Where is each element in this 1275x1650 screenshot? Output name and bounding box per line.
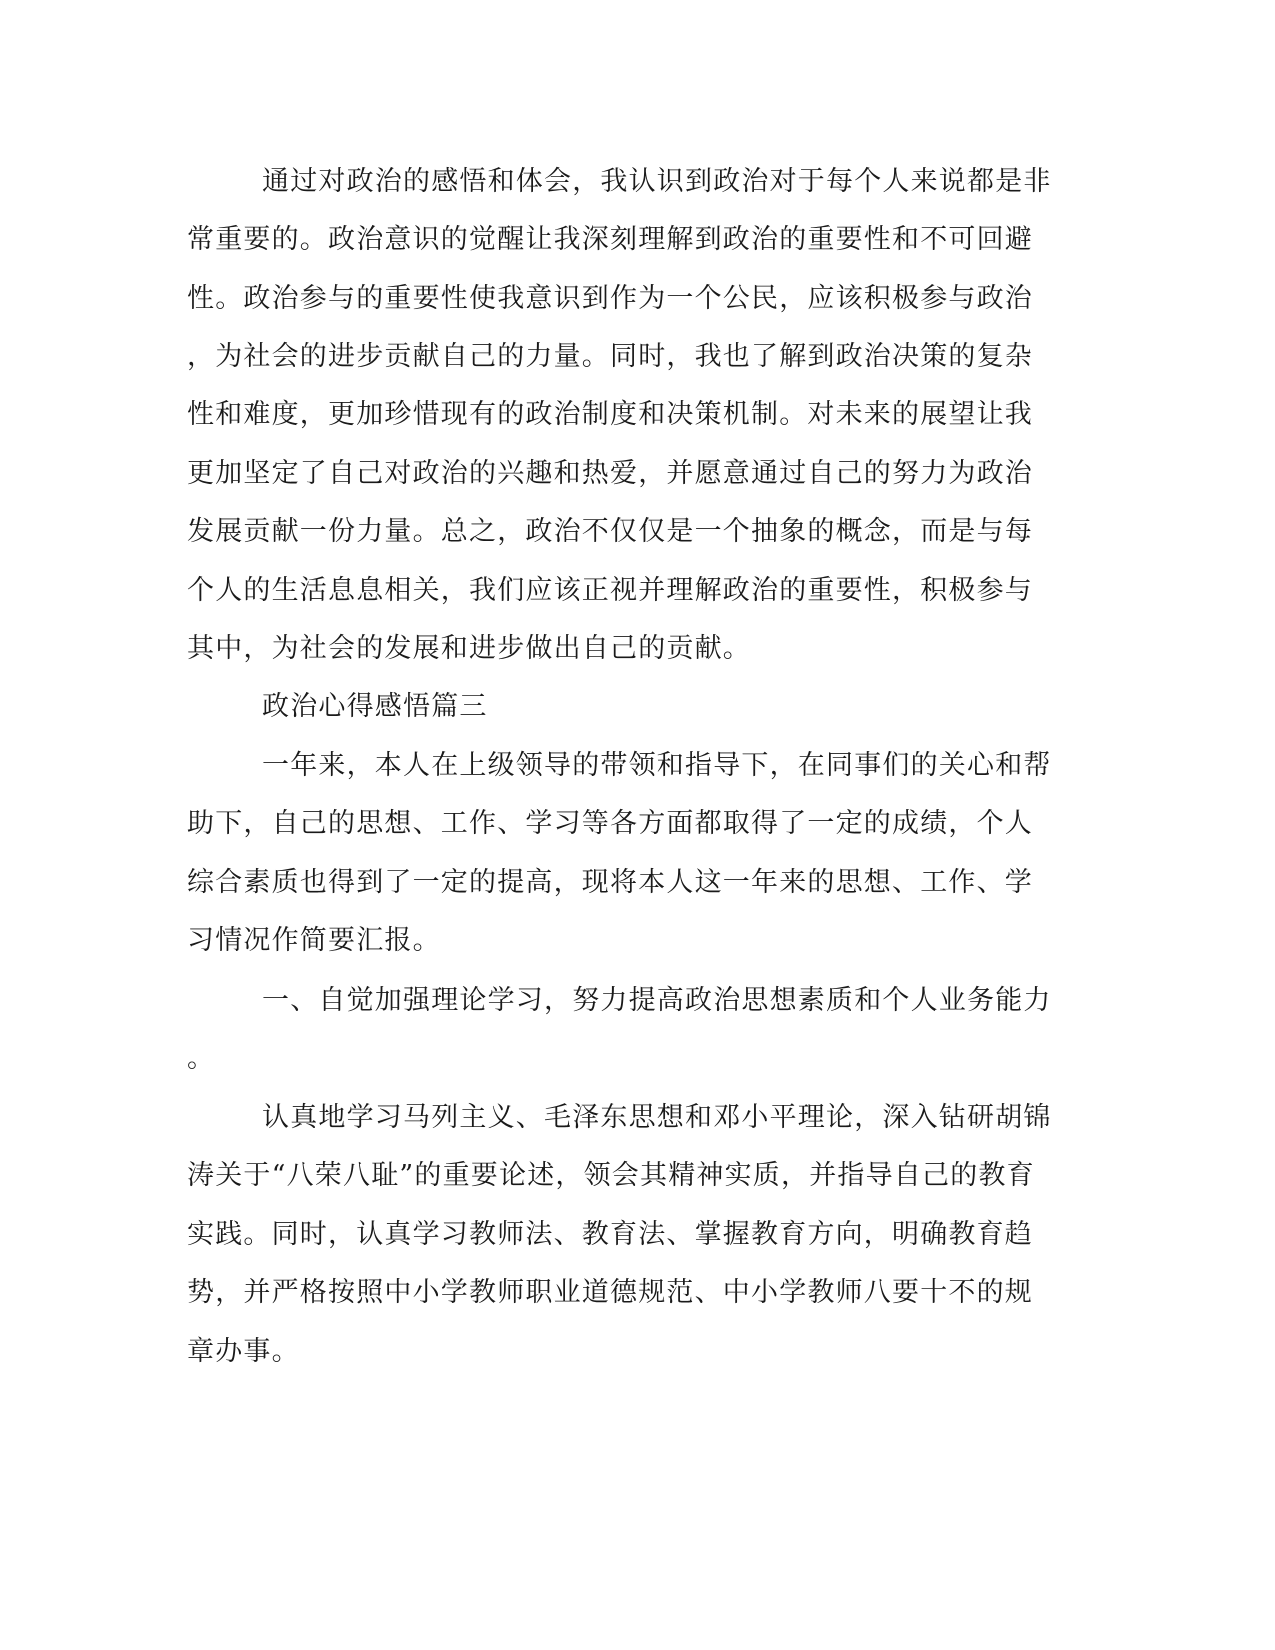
paragraph-line: 性。政治参与的重要性使我意识到作为一个公民，应该积极参与政治	[187, 283, 1033, 314]
paragraph-line: 。	[187, 1043, 216, 1074]
paragraph-line: 势，并严格按照中小学教师职业道德规范、中小学教师八要十不的规	[187, 1277, 1033, 1308]
paragraph-line: 助下，自己的思想、工作、学习等各方面都取得了一定的成绩，个人	[187, 808, 1033, 839]
paragraph-line: 发展贡献一份力量。总之，政治不仅仅是一个抽象的概念，而是与每	[187, 516, 1033, 547]
paragraph-line: 性和难度，更加珍惜现有的政治制度和决策机制。对未来的展望让我	[187, 399, 1033, 430]
paragraph-line: 通过对政治的感悟和体会，我认识到政治对于每个人来说都是非	[262, 166, 1052, 197]
paragraph-line: 其中，为社会的发展和进步做出自己的贡献。	[187, 633, 751, 664]
paragraph-line: 实践。同时，认真学习教师法、教育法、掌握教育方向，明确教育趋	[187, 1219, 1033, 1250]
paragraph-line: 综合素质也得到了一定的提高，现将本人这一年来的思想、工作、学	[187, 867, 1033, 898]
paragraph-line: 更加坚定了自己对政治的兴趣和热爱，并愿意通过自己的努力为政治	[187, 458, 1033, 489]
paragraph-line: 涛关于“八荣八耻”的重要论述，领会其精神实质，并指导自己的教育	[187, 1160, 1035, 1191]
paragraph-line: ，为社会的进步贡献自己的力量。同时，我也了解到政治决策的复杂	[187, 341, 1033, 372]
paragraph-line: 个人的生活息息相关，我们应该正视并理解政治的重要性，积极参与	[187, 575, 1033, 606]
section-heading: 政治心得感悟篇三	[262, 691, 488, 722]
paragraph-line: 一、自觉加强理论学习，努力提高政治思想素质和个人业务能力	[262, 985, 1052, 1016]
paragraph-line: 一年来，本人在上级领导的带领和指导下，在同事们的关心和帮	[262, 750, 1052, 781]
paragraph-line: 常重要的。政治意识的觉醒让我深刻理解到政治的重要性和不可回避	[187, 224, 1033, 255]
paragraph-line: 习情况作简要汇报。	[187, 925, 441, 956]
paragraph-line: 章办事。	[187, 1336, 300, 1367]
paragraph-line: 认真地学习马列主义、毛泽东思想和邓小平理论，深入钻研胡锦	[262, 1102, 1052, 1133]
